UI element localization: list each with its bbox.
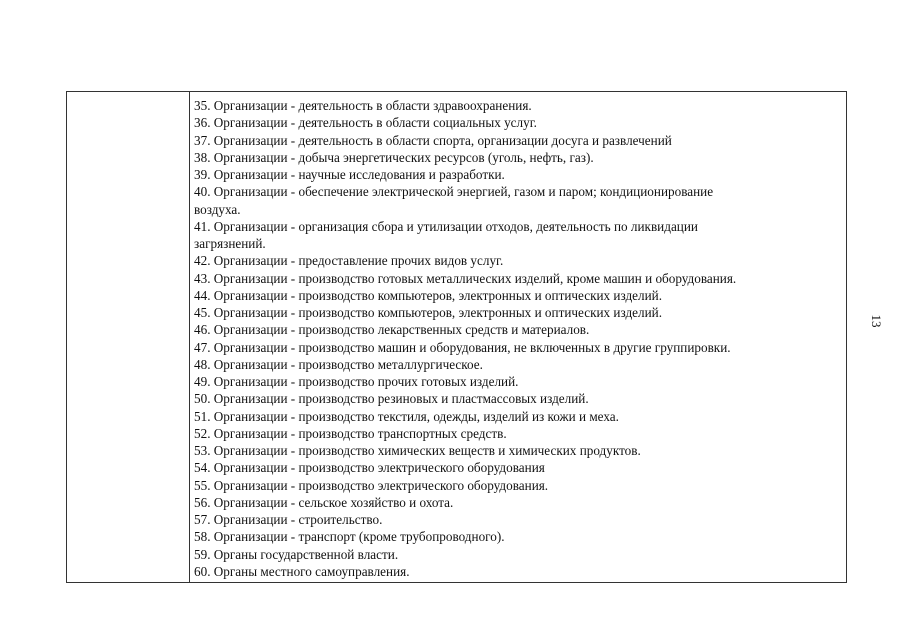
list-item: 53. Организации - производство химических веществ и химических продуктов. <box>194 443 641 458</box>
document-table <box>66 91 847 583</box>
list-item: 49. Организации - производство прочих готовых изделий. <box>194 374 519 389</box>
list-item: 60. Органы местного самоуправления. <box>194 563 410 579</box>
list-item: 55. Организации - производство электрического оборудования. <box>194 477 549 493</box>
list-item-continuation: воздуха. <box>194 201 241 217</box>
list-item: 44. Организации - производство компьютеров, электронных и оптических изделий. <box>194 287 663 303</box>
list-item: 50. Организации - производство резиновых и пластмассовых изделий. <box>194 391 589 407</box>
list-item: 40. Организации - обеспечение электрической энергией, газом и паром; кондиционирование <box>194 184 714 200</box>
list-item: 52. Организации - производство транспортных средств. <box>194 425 507 441</box>
table-right-cell <box>190 92 846 582</box>
list-item: 54. Организации - производство электрического оборудования <box>194 460 545 476</box>
list-item: 45. Организации - производство компьютеров, электронных и оптических изделий. <box>194 305 663 320</box>
list-item: 37. Организации - деятельность в области спорта, организации досуга и развлечений <box>194 132 672 148</box>
list-item: 48. Организации - производство металлургическое. <box>194 356 483 372</box>
page-number: 13 <box>869 314 884 328</box>
list-item: 46. Организации - производство лекарственных средств и материалов. <box>194 322 590 338</box>
list-item-continuation: загрязнений. <box>194 236 266 251</box>
table-left-cell <box>67 92 190 582</box>
list-item: 35. Организации - деятельность в области здравоохранения. <box>194 98 532 113</box>
list-item: 58. Организации - транспорт (кроме трубопроводного). <box>194 529 505 545</box>
list-item: 41. Организации - организация сбора и утилизации отходов, деятельность по ликвидации <box>194 218 698 234</box>
list-item: 36. Организации - деятельность в области социальных услуг. <box>194 115 537 131</box>
list-item: 39. Организации - научные исследования и разработки. <box>194 167 505 182</box>
list-item: 38. Организации - добыча энергетических ресурсов (уголь, нефть, газ). <box>194 149 594 165</box>
list-item: 56. Организации - сельское хозяйство и охота. <box>194 494 454 510</box>
list-item: 47. Организации - производство машин и оборудования, не включенных в другие группировки. <box>194 339 731 355</box>
list-item: 42. Организации - предоставление прочих видов услуг. <box>194 253 504 269</box>
list-item: 59. Органы государственной власти. <box>194 546 399 562</box>
list-item: 43. Организации - производство готовых металлических изделий, кроме машин и оборудования. <box>194 270 737 286</box>
list-item: 51. Организации - производство текстиля, одежды, изделий из кожи и меха. <box>194 408 619 424</box>
list-item: 57. Организации - строительство. <box>194 512 383 527</box>
